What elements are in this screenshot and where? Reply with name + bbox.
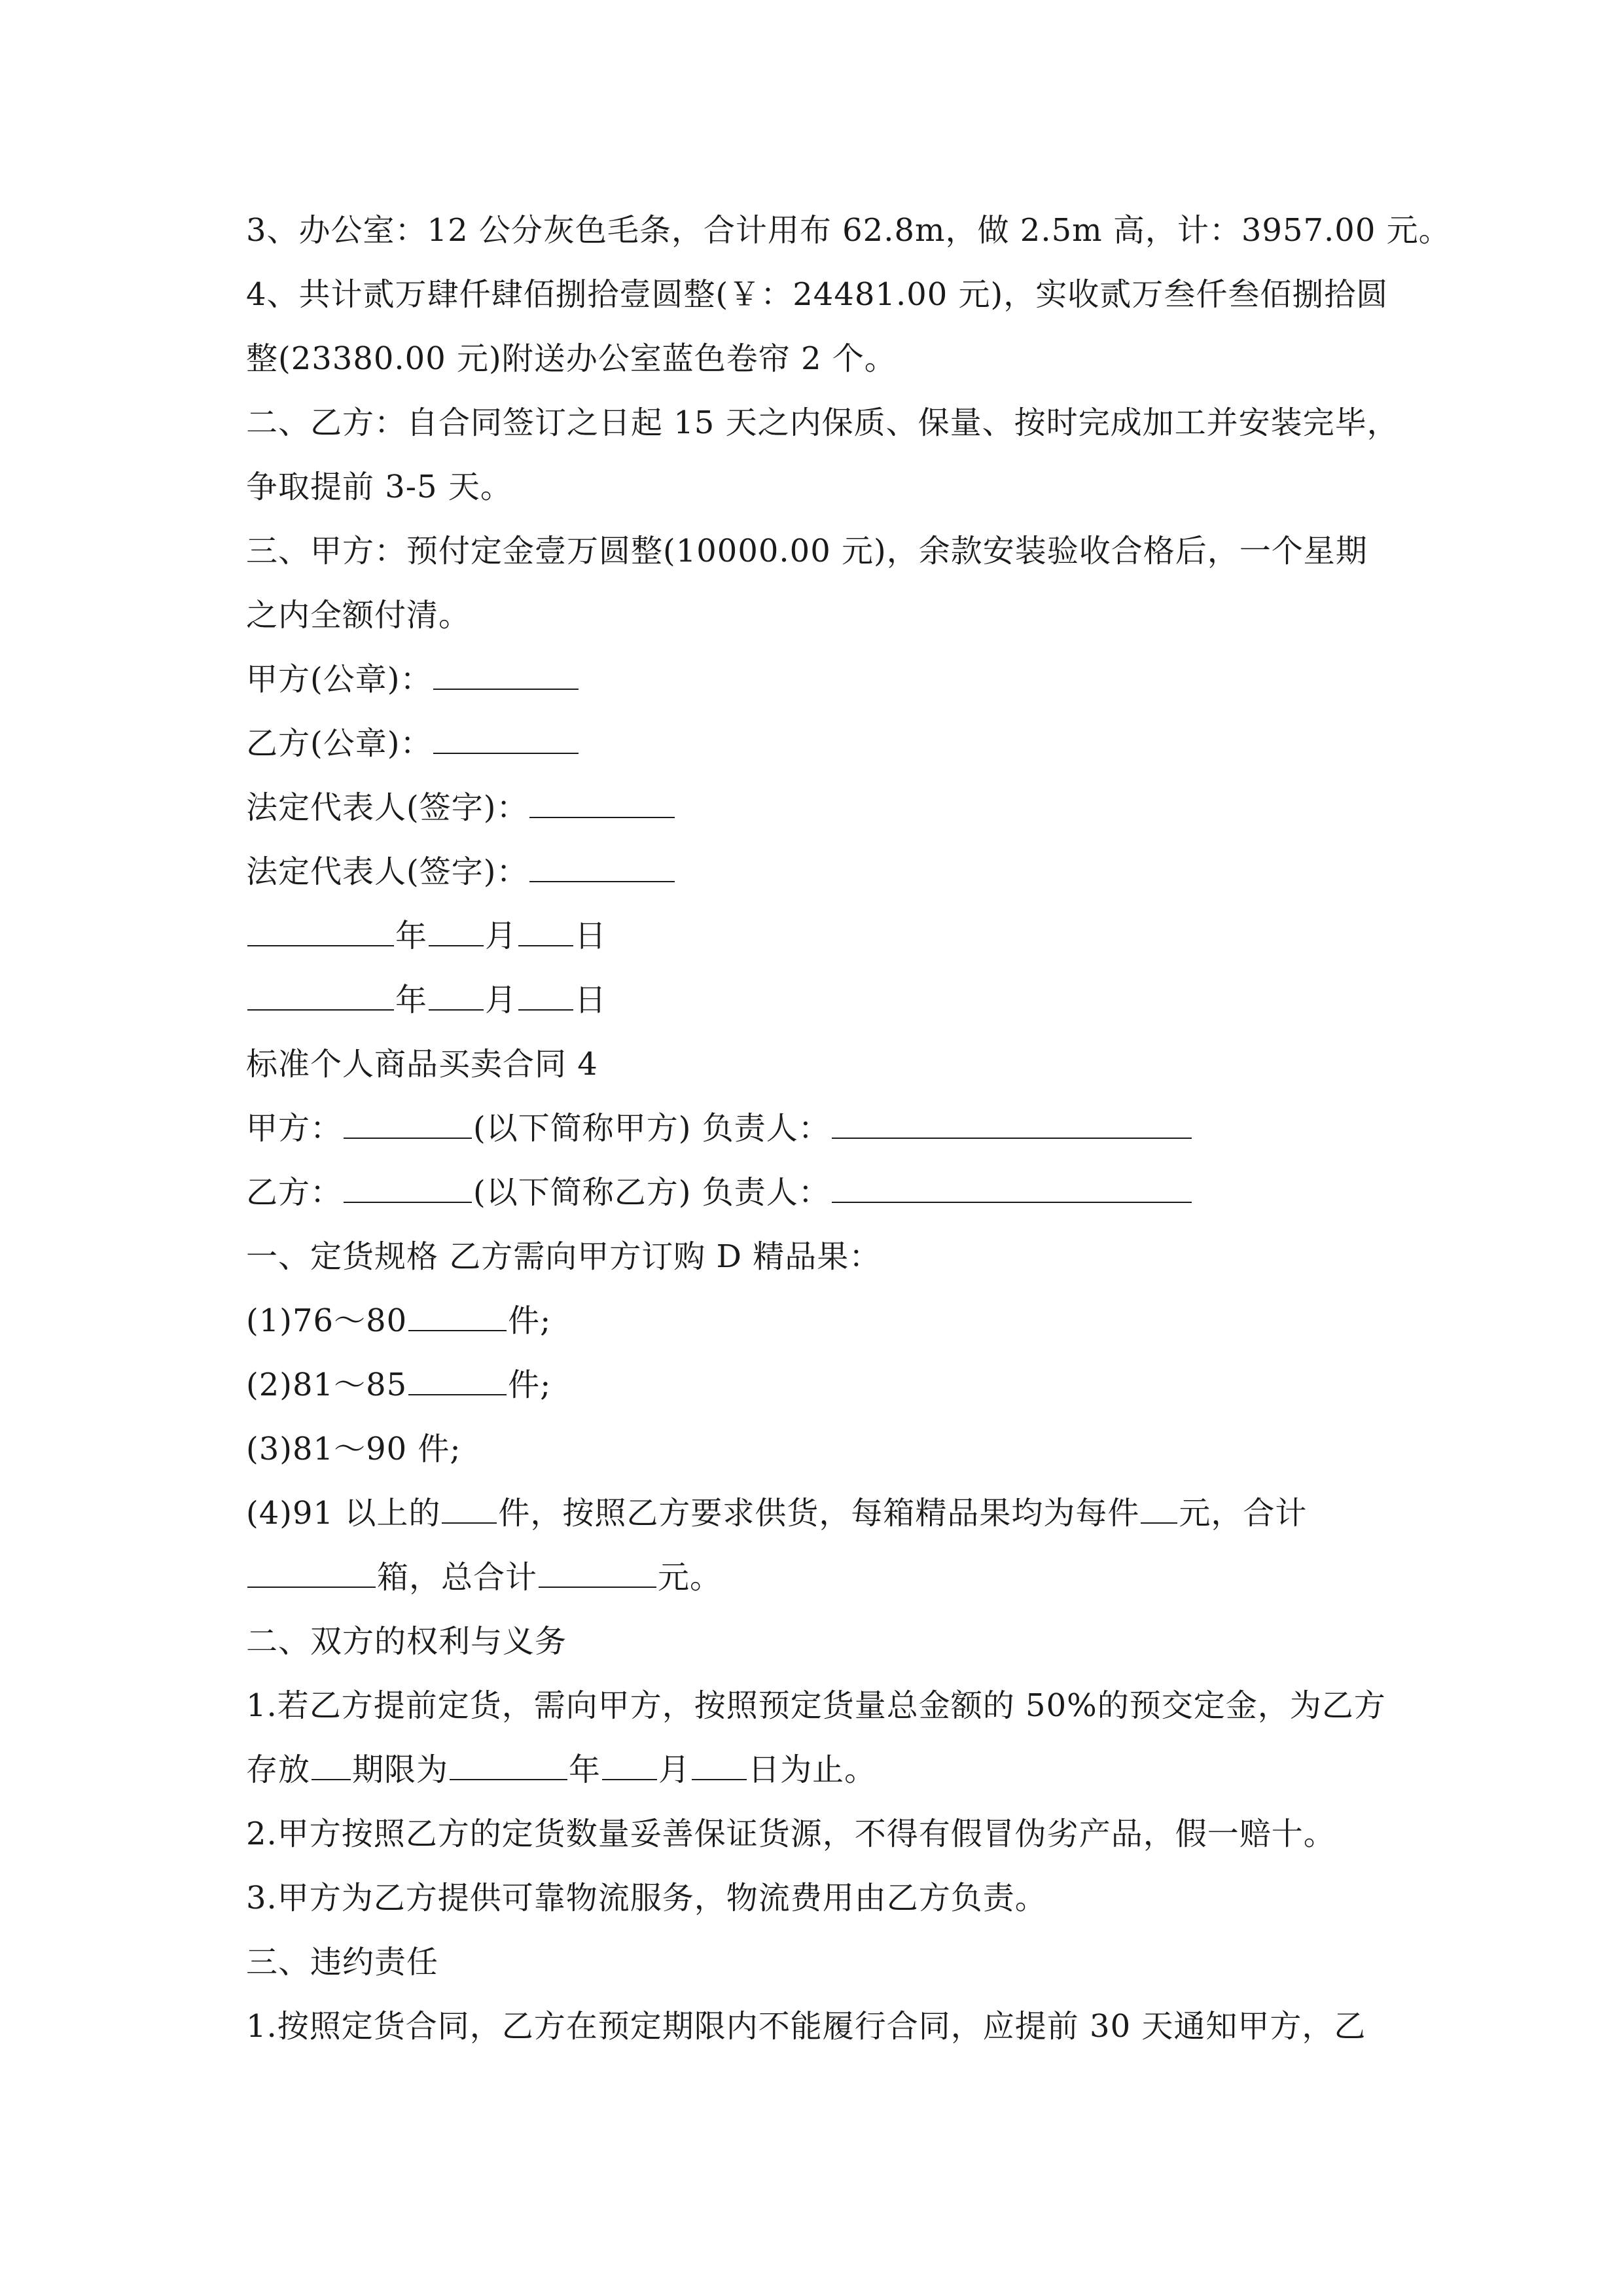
yuan-label: 元。 [658, 1559, 722, 1596]
spec-line-2 [246, 1353, 1385, 1417]
date-line-b [246, 968, 1385, 1032]
month-blank [429, 974, 484, 1011]
legal-rep-label-a: 法定代表人(签字)： [246, 789, 529, 826]
year-blank [247, 910, 394, 946]
party-a-label: 甲方： [246, 1110, 343, 1147]
text-line: 3.甲方为乙方提供可靠物流服务，物流费用由乙方负责。 [246, 1880, 1047, 1916]
legal-rep-line-a [246, 776, 1385, 840]
spec-line-3: (3)81～90 件; [246, 1431, 461, 1467]
section-title: 标准个人商品买卖合同 4 [246, 1046, 598, 1083]
total-line [246, 1545, 1385, 1609]
party-b-seal-blank [433, 717, 579, 754]
spec-1-unit: 件; [508, 1302, 552, 1339]
spec-4-range: (4)91 以上的 [246, 1495, 441, 1532]
text-line: 二、乙方：自合同签订之日起 15 天之内保质、保量、按时完成加工并安装完毕， [246, 404, 1399, 441]
party-a-seal-line [246, 647, 1385, 711]
party-a-blank [344, 1102, 472, 1139]
deposit-blank [312, 1744, 351, 1780]
spec-2-unit: 件; [508, 1367, 552, 1403]
day-label: 日 [575, 982, 607, 1018]
party-b-seal-label: 乙方(公章)： [246, 725, 433, 762]
box-label: 箱，总合计 [377, 1559, 538, 1596]
month-label: 月 [485, 982, 518, 1018]
month-label: 月 [485, 918, 518, 954]
party-b-desc: (以下简称乙方) 负责人： [473, 1174, 830, 1211]
party-b-line [246, 1160, 1385, 1225]
text-line: 1.按照定货合同，乙方在预定期限内不能履行合同，应提前 30 天通知甲方，乙 [246, 2008, 1366, 2045]
period-year-label: 年 [569, 1751, 601, 1788]
legal-rep-label-b: 法定代表人(签字)： [246, 853, 529, 890]
party-a-head-blank [832, 1102, 1192, 1139]
spec-1-range: (1)76～80 [246, 1302, 408, 1339]
text-line: 4、共计贰万肆仟肆佰捌拾壹圆整(￥：24481.00 元)，实收贰万叁仟叁佰捌拾圆 [246, 276, 1389, 313]
section-heading: 三、违约责任 [246, 1944, 439, 1981]
year-label: 年 [395, 982, 428, 1018]
legal-rep-blank-a [529, 781, 675, 818]
month-blank [429, 910, 484, 946]
spec-2-range: (2)81～85 [246, 1367, 408, 1403]
text-line: 整(23380.00 元)附送办公室蓝色卷帘 2 个。 [246, 340, 897, 377]
text-line: 争取提前 3-5 天。 [246, 469, 512, 505]
spec-2-blank [408, 1359, 507, 1395]
text-line: 1.若乙方提前定货，需向甲方，按照预定货量总金额的 50%的预交定金，为乙方 [246, 1687, 1386, 1724]
text-line: 2.甲方按照乙方的定货数量妥善保证货源，不得有假冒伪劣产品，假一赔十。 [246, 1816, 1336, 1852]
party-b-label: 乙方： [246, 1174, 343, 1211]
party-b-blank [344, 1166, 472, 1203]
party-b-head-blank [832, 1166, 1192, 1203]
day-blank [518, 974, 573, 1011]
spec-4-price-blank [1141, 1487, 1177, 1524]
text-line: 一、定货规格 乙方需向甲方订购 D 精品果： [246, 1238, 882, 1275]
text-line: 3、办公室：12 公分灰色毛条，合计用布 62.8m，做 2.5m 高，计：3957.00 元。 [246, 212, 1451, 249]
period-month-blank [602, 1744, 657, 1780]
year-blank [247, 974, 394, 1011]
period-label: 期限为 [352, 1751, 449, 1788]
document-body [246, 198, 1451, 2058]
spec-4-text: 件，按照乙方要求供货，每箱精品果均为每件 [498, 1495, 1140, 1532]
party-a-line [246, 1096, 1385, 1160]
spec-4-count-blank [442, 1487, 497, 1524]
text-line: 三、甲方：预付定金壹万圆整(10000.00 元)，余款安装验收合格后，一个星期 [246, 533, 1368, 569]
spec-line-4 [246, 1481, 1385, 1545]
date-line-a [246, 904, 1385, 968]
spec-line-1 [246, 1289, 1385, 1353]
period-year-blank [450, 1744, 567, 1780]
deposit-period-line [246, 1738, 1385, 1802]
party-a-desc: (以下简称甲方) 负责人： [473, 1110, 830, 1147]
text-line: 之内全额付清。 [246, 597, 471, 634]
spec-4-total-label: 元，合计 [1179, 1495, 1308, 1532]
legal-rep-line-b [246, 840, 1385, 904]
year-label: 年 [395, 918, 428, 954]
total-amount-blank [539, 1551, 656, 1588]
party-a-seal-blank [433, 653, 579, 690]
period-day-blank [692, 1744, 747, 1780]
day-blank [518, 910, 573, 946]
party-b-seal-line [246, 711, 1385, 776]
party-a-seal-label: 甲方(公章)： [246, 661, 433, 698]
period-month-label: 月 [658, 1751, 691, 1788]
section-heading: 二、双方的权利与义务 [246, 1623, 567, 1660]
day-label: 日 [575, 918, 607, 954]
deposit-label: 存放 [246, 1751, 311, 1788]
spec-1-blank [408, 1295, 507, 1331]
legal-rep-blank-b [529, 846, 675, 882]
period-day-label: 日为止。 [748, 1751, 877, 1788]
box-count-blank [247, 1551, 376, 1588]
